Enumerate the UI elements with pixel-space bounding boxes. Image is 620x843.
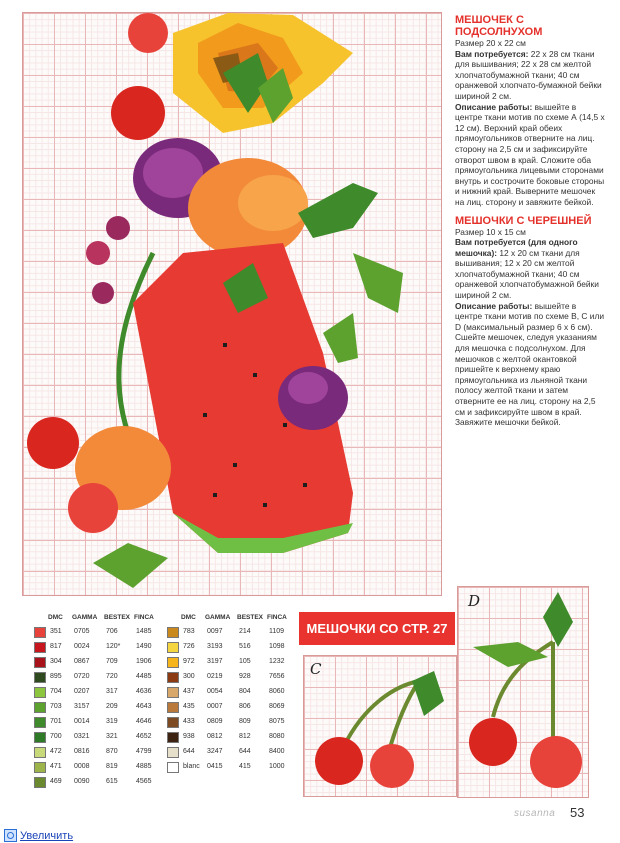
legend-row [167,656,297,667]
legend-code-bestex: 809 [239,718,251,725]
legend-code-gamma: 0809 [207,718,223,725]
legend-code-gamma: 3197 [207,658,223,665]
scheme-d-chart [457,586,589,798]
color-swatch [34,777,46,788]
legend-code-bestex: 709 [106,658,118,665]
legend-code-finca: 4643 [136,703,152,710]
legend-code-dmc: blanc [183,763,200,770]
section-title-cherry-bags: МЕШОЧКИ С ЧЕРЕШНЕЙ [455,214,592,227]
legend-code-finca: 8080 [269,733,285,740]
magnify-icon [4,829,17,842]
legend-code-dmc: 435 [183,703,195,710]
legend-header: DMC [48,614,63,621]
legend-code-bestex: 870 [106,748,118,755]
legend-code-bestex: 615 [106,778,118,785]
legend-row [167,716,297,727]
legend-header: DMC [181,614,196,621]
main-cross-stitch-chart [22,12,442,596]
legend-code-gamma: 0867 [74,658,90,665]
legend-row [34,746,164,757]
legend-code-dmc: 938 [183,733,195,740]
color-swatch [34,627,46,638]
color-swatch [34,732,46,743]
legend-code-dmc: 469 [50,778,62,785]
legend-code-gamma: 0090 [74,778,90,785]
materials-label: Вам потребуется: [455,48,529,59]
bags-banner: МЕШОЧКИ СО СТР. 27 [299,612,455,645]
legend-code-finca: 1490 [136,643,152,650]
legend-code-finca: 8069 [269,703,285,710]
legend-code-gamma: 0014 [74,718,90,725]
sunflower-bag-instructions [455,102,605,208]
legend-code-gamma: 0024 [74,643,90,650]
color-swatch [34,672,46,683]
legend-code-finca: 8075 [269,718,285,725]
color-swatch [167,702,179,713]
legend-code-finca: 1109 [269,628,285,635]
legend-code-bestex: 812 [239,733,251,740]
legend-row [34,701,164,712]
legend-code-gamma: 0054 [207,688,223,695]
legend-code-bestex: 806 [239,703,251,710]
legend-code-dmc: 304 [50,658,62,665]
work-text: вышейте в центре ткани мотив по схеме В, С или D (максимальный размер 6 х 6 см). Сшейте мешочек, следуя указаниям для мешочка с подсолнухом. Для мешочков с желтой окантовкой пришейте к верхнему краю прямоугольника из льняной ткани полосу желтой ткани и затем отверните ее на лиц. сторону на 2,5 см и зафиксируйте швом в край. Завяжите мешочки бейкой. [455,300,605,428]
magazine-brand: susanna [514,808,556,819]
legend-code-dmc: 433 [183,718,195,725]
legend-code-dmc: 726 [183,643,195,650]
work-text: вышейте в центре ткани мотив по схеме А (14,5 х 12 см). Верхний край обеих прямоугольников отверните на лиц. сторону на 2,5 см и зафиксируйте отворот швом в край. Сложите оба прямоугольника лицевыми сторонами внутрь и сострочите боковые стороны и нижний край. Выверните мешочек на лиц. сторону и завяжите бейкой. [455,101,605,207]
color-swatch [34,702,46,713]
legend-code-finca: 4799 [136,748,152,755]
legend-row [167,701,297,712]
legend-row [34,776,164,787]
legend-code-bestex: 819 [106,763,118,770]
legend-code-bestex: 706 [106,628,118,635]
legend-code-bestex: 120* [106,643,121,650]
legend-header: FINCA [134,614,154,621]
legend-code-gamma: 0816 [74,748,90,755]
color-swatch [167,657,179,668]
legend-row [167,641,297,652]
legend-code-dmc: 644 [183,748,195,755]
legend-row [34,761,164,772]
enlarge-link[interactable] [4,829,73,842]
legend-code-bestex: 720 [106,673,118,680]
legend-header: GAMMA [72,614,98,621]
page-number: 53 [570,805,585,820]
cherries-motif-c [304,656,456,796]
color-swatch [34,717,46,728]
legend-code-finca: 8060 [269,688,285,695]
legend-code-finca: 4646 [136,718,152,725]
color-swatch [34,657,46,668]
color-swatch [34,642,46,653]
legend-code-finca: 4885 [136,763,152,770]
legend-header: BESTEX [104,614,131,621]
enlarge-link-label[interactable]: Увеличить [20,829,74,842]
legend-code-finca: 4565 [136,778,152,785]
legend-code-dmc: 437 [183,688,195,695]
legend-code-finca: 4485 [136,673,152,680]
materials-text: 12 х 20 см ткани для вышивания; 12 х 20 см желтой хлопчатобумажной ткани; 40 см оранжевой хлопчатобумажной бейки шириной 2 см. [455,247,599,301]
color-swatch [167,672,179,683]
legend-code-gamma: 0720 [74,673,90,680]
legend-header: BESTEX [237,614,264,621]
legend-code-finca: 7656 [269,673,285,680]
scheme-c-chart [303,655,457,797]
legend-code-gamma: 0097 [207,628,223,635]
legend-code-dmc: 972 [183,658,195,665]
thread-legend-right [167,614,297,789]
legend-row [167,686,297,697]
scheme-d-label: D [468,592,481,610]
legend-code-finca: 1232 [269,658,285,665]
legend-code-bestex: 317 [106,688,118,695]
legend-code-finca: 1906 [136,658,152,665]
fruit-motif-illustration [23,13,441,595]
cherry-bags-size: Размер 10 х 15 см [455,226,526,237]
legend-code-dmc: 700 [50,733,62,740]
sunflower-bag-size: Размер 20 х 22 см [455,38,526,48]
legend-code-dmc: 471 [50,763,62,770]
legend-code-dmc: 703 [50,703,62,710]
legend-code-bestex: 415 [239,763,251,770]
legend-row [34,641,164,652]
color-swatch [167,687,179,698]
color-swatch [167,642,179,653]
legend-code-finca: 1485 [136,628,152,635]
legend-code-gamma: 3193 [207,643,223,650]
legend-code-gamma: 0219 [207,673,223,680]
legend-code-bestex: 321 [106,733,118,740]
materials-text: 22 х 28 см ткани для вышивания; 22 х 28 см желтой хлопчатобумажной ткани; 40 см оранжевой хлопчато-бумажной бейки шириной 2 см. [455,48,602,101]
legend-row [167,671,297,682]
legend-row [167,761,297,772]
legend-code-bestex: 214 [239,628,251,635]
legend-code-gamma: 0321 [74,733,90,740]
legend-row [34,731,164,742]
color-swatch [167,717,179,728]
legend-code-bestex: 209 [106,703,118,710]
legend-row [167,731,297,742]
legend-code-dmc: 701 [50,718,62,725]
work-label: Описание работы: [455,101,533,112]
legend-code-bestex: 105 [239,658,251,665]
legend-code-dmc: 351 [50,628,62,635]
legend-header: GAMMA [205,614,231,621]
legend-code-dmc: 895 [50,673,62,680]
legend-row [34,671,164,682]
legend-code-dmc: 472 [50,748,62,755]
legend-row [167,626,297,637]
legend-code-gamma: 3157 [74,703,90,710]
color-swatch [34,762,46,773]
thread-legend-left [34,614,164,789]
legend-code-bestex: 928 [239,673,251,680]
legend-code-bestex: 516 [239,643,251,650]
scheme-c-label: C [310,660,322,678]
legend-code-gamma: 0705 [74,628,90,635]
legend-code-gamma: 0812 [207,733,223,740]
legend-code-finca: 4652 [136,733,152,740]
color-swatch [167,762,179,773]
legend-row [167,746,297,757]
sunflower-bag-materials [455,49,605,102]
legend-row [34,626,164,637]
color-swatch [167,627,179,638]
instructions-column [455,14,605,428]
legend-code-dmc: 817 [50,643,62,650]
cherry-bags-instructions [455,301,605,428]
legend-code-bestex: 644 [239,748,251,755]
legend-code-bestex: 804 [239,688,251,695]
color-swatch [167,732,179,743]
legend-row [34,656,164,667]
legend-code-dmc: 783 [183,628,195,635]
cherry-bags-materials [455,237,605,301]
legend-code-gamma: 3247 [207,748,223,755]
section-title-sunflower-bag: МЕШОЧЕК С ПОДСОЛНУХОМ [455,14,543,38]
color-swatch [167,747,179,758]
legend-row [34,716,164,727]
legend-code-gamma: 0007 [207,703,223,710]
legend-code-gamma: 0008 [74,763,90,770]
legend-code-dmc: 704 [50,688,62,695]
legend-code-finca: 1000 [269,763,285,770]
legend-code-bestex: 319 [106,718,118,725]
legend-code-finca: 1098 [269,643,285,650]
color-swatch [34,687,46,698]
legend-code-gamma: 0415 [207,763,223,770]
legend-code-finca: 4636 [136,688,152,695]
legend-code-finca: 8400 [269,748,285,755]
work-label: Описание работы: [455,300,533,311]
cherries-motif-d [458,587,588,797]
materials-label: Вам потребуется (для одного мешочка): [455,237,578,258]
legend-code-dmc: 300 [183,673,195,680]
color-swatch [34,747,46,758]
legend-row [34,686,164,697]
legend-header: FINCA [267,614,287,621]
legend-code-gamma: 0207 [74,688,90,695]
